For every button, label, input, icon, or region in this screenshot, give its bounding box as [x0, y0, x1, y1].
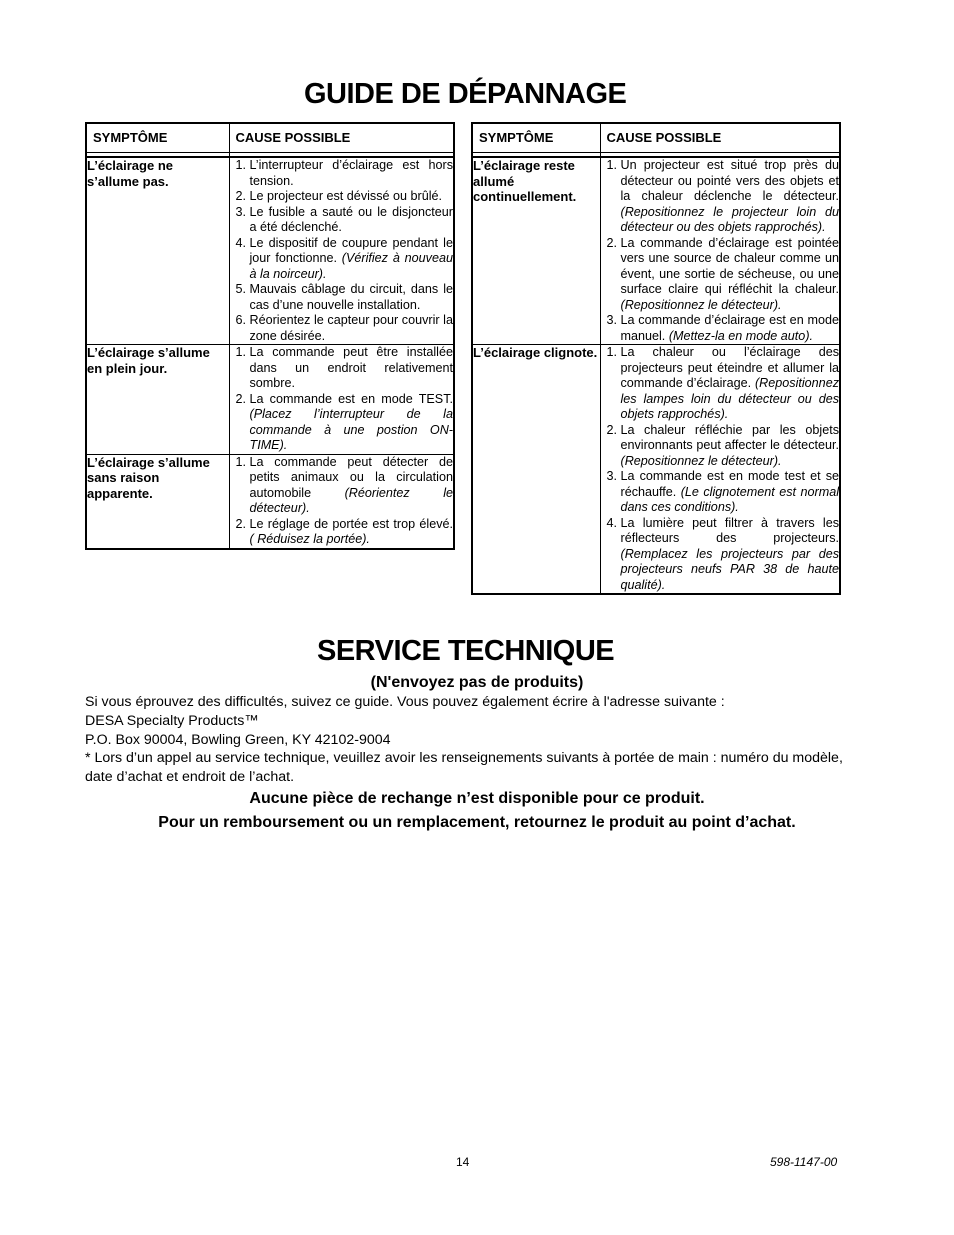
cause-item — [250, 313, 454, 344]
cause-text: La commande est en mode test et se réchauffe. — [620, 469, 839, 499]
symptom-cell: L’éclairage reste allumé continuellement. — [472, 157, 600, 345]
cause-text: La commande est en mode TEST. — [249, 391, 453, 406]
cause-cell — [600, 345, 840, 595]
table-body — [86, 157, 454, 549]
cause-remedy: (Le clignotement est normal dans ces conditions). — [620, 484, 839, 514]
cause-item — [250, 392, 454, 454]
cause-item — [250, 282, 454, 313]
no-parts-notice: Aucune pièce de rechange n’est disponible pour ce produit. — [249, 790, 705, 807]
cause-remedy: (Repositionnez le détecteur). — [620, 297, 782, 312]
cause-remedy: (Repositionnez le détecteur). — [620, 453, 782, 468]
cause-text: L’interrupteur d’éclairage est hors tension. — [249, 158, 453, 188]
cause-item — [250, 205, 454, 236]
cause-text: Mauvais câblage du circuit, dans le cas d’une nouvelle installation. — [249, 282, 453, 312]
cause-item — [621, 423, 840, 470]
table-header-row — [472, 123, 840, 153]
symptom-cell: L’éclairage s’allume sans raison apparente. — [86, 454, 229, 549]
cause-list — [230, 158, 454, 344]
cause-text: La commande peut être installée dans un endroit relativement sombre. — [249, 345, 453, 390]
service-call-note: * Lors d’un appel au service technique, veuillez avoir les renseignements suivants à portée de main : numéro du modèle, date d’achat et endroit de l’achat. — [85, 750, 843, 785]
cause-cell — [229, 454, 454, 549]
troubleshooting-table-right — [471, 122, 841, 595]
table-row — [86, 454, 454, 549]
cause-text: La chaleur réfléchie par les objets environnants peut affecter le détecteur. — [620, 422, 839, 452]
symptom-header: SYMPTÔME — [472, 123, 600, 153]
company-address: P.O. Box 90004, Bowling Green, KY 42102-9004 — [85, 732, 391, 748]
table-body — [472, 157, 840, 594]
cause-header: CAUSE POSSIBLE — [229, 123, 454, 153]
cause-list — [230, 345, 454, 454]
cause-remedy: (Remplacez les projecteurs par des projecteurs neufs PAR 38 de haute qualité). — [620, 546, 839, 592]
cause-item — [621, 313, 840, 344]
table-row — [472, 345, 840, 595]
service-subtitle: (N'envoyez pas de produits) — [370, 674, 584, 691]
cause-text: La chaleur ou l’éclairage des projecteurs peut éteindre et allumer la commande d’éclairage. — [620, 345, 839, 390]
cause-header: CAUSE POSSIBLE — [600, 123, 840, 153]
cause-text: La commande peut détecter de petits animaux ou la circulation automobile — [249, 454, 453, 500]
cause-cell — [229, 157, 454, 345]
cause-item — [250, 455, 454, 517]
symptom-header: SYMPTÔME — [86, 123, 229, 153]
cause-cell — [229, 345, 454, 455]
table-row — [472, 157, 840, 345]
cause-item — [250, 236, 454, 283]
table-header-row — [86, 123, 454, 153]
cause-list — [601, 345, 840, 593]
cause-text: Un projecteur est situé trop près du détecteur ou pointé vers des objets et la chaleur déclenche le détecteur. — [620, 158, 839, 203]
cause-item — [250, 345, 454, 392]
cause-remedy: (Mettez-la en mode auto). — [668, 328, 814, 343]
document-code: 598-1147-00 — [770, 1155, 838, 1169]
cause-item — [621, 158, 840, 236]
cause-text: La commande d’éclairage est en mode manuel. — [620, 313, 839, 343]
cause-item — [250, 158, 454, 189]
company-name: DESA Specialty Products™ — [85, 713, 259, 729]
cause-text: La lumière peut filtrer à travers les réflecteurs des projecteurs. — [620, 515, 839, 545]
cause-list — [601, 158, 840, 344]
symptom-cell: L’éclairage ne s’allume pas. — [86, 157, 229, 345]
cause-remedy: (Réorientez le détecteur). — [249, 485, 453, 515]
cause-item — [621, 516, 840, 594]
refund-notice: Pour un remboursement ou un remplacement, retournez le produit au point d’achat. — [158, 814, 796, 831]
troubleshooting-title: GUIDE DE DÉPANNAGE — [304, 78, 627, 110]
cause-item — [621, 236, 840, 314]
table-row — [86, 157, 454, 345]
cause-list — [230, 455, 454, 548]
cause-text: Réorientez le capteur pour couvrir la zone désirée. — [249, 313, 453, 343]
troubleshooting-table-left — [85, 122, 455, 550]
cause-text: Le projecteur est dévissé ou brûlé. — [249, 189, 443, 203]
cause-item — [250, 189, 454, 205]
service-intro-line: Si vous éprouvez des difficultés, suivez ce guide. Vous pouvez également écrire à l'adresse suivante : — [85, 694, 725, 710]
cause-item — [621, 345, 840, 423]
page-number: 14 — [456, 1155, 470, 1169]
symptom-cell: L’éclairage clignote. — [472, 345, 600, 595]
cause-remedy: ( Réduisez la portée). — [249, 532, 370, 546]
cause-remedy: (Repositionnez les lampes loin du détecteur ou des objets rapprochés). — [620, 376, 839, 421]
table-row — [86, 345, 454, 455]
service-title: SERVICE TECHNIQUE — [317, 635, 615, 667]
symptom-cell: L’éclairage s’allume en plein jour. — [86, 345, 229, 455]
cause-text: La commande d’éclairage est pointée vers une source de chaleur comme un évent, une sortie de sécheuse, ou une surface claire qui réfléchit la chaleur. — [620, 235, 839, 296]
cause-cell — [600, 157, 840, 345]
cause-item — [250, 517, 454, 548]
cause-text: Le réglage de portée est trop élevé. — [249, 516, 453, 531]
cause-remedy: (Vérifiez à nouveau à la noirceur). — [249, 251, 453, 281]
cause-text: Le fusible a sauté ou le disjoncteur a été déclenché. — [249, 204, 453, 234]
cause-item — [621, 469, 840, 516]
cause-remedy: (Repositionnez le projecteur loin du détecteur ou des objets rapprochés). — [620, 204, 839, 234]
cause-remedy: (Placez l’interrupteur de la commande à une postion ON-TIME). — [249, 407, 453, 452]
cause-text: Le dispositif de coupure pendant le jour fonctionne. — [249, 235, 453, 265]
